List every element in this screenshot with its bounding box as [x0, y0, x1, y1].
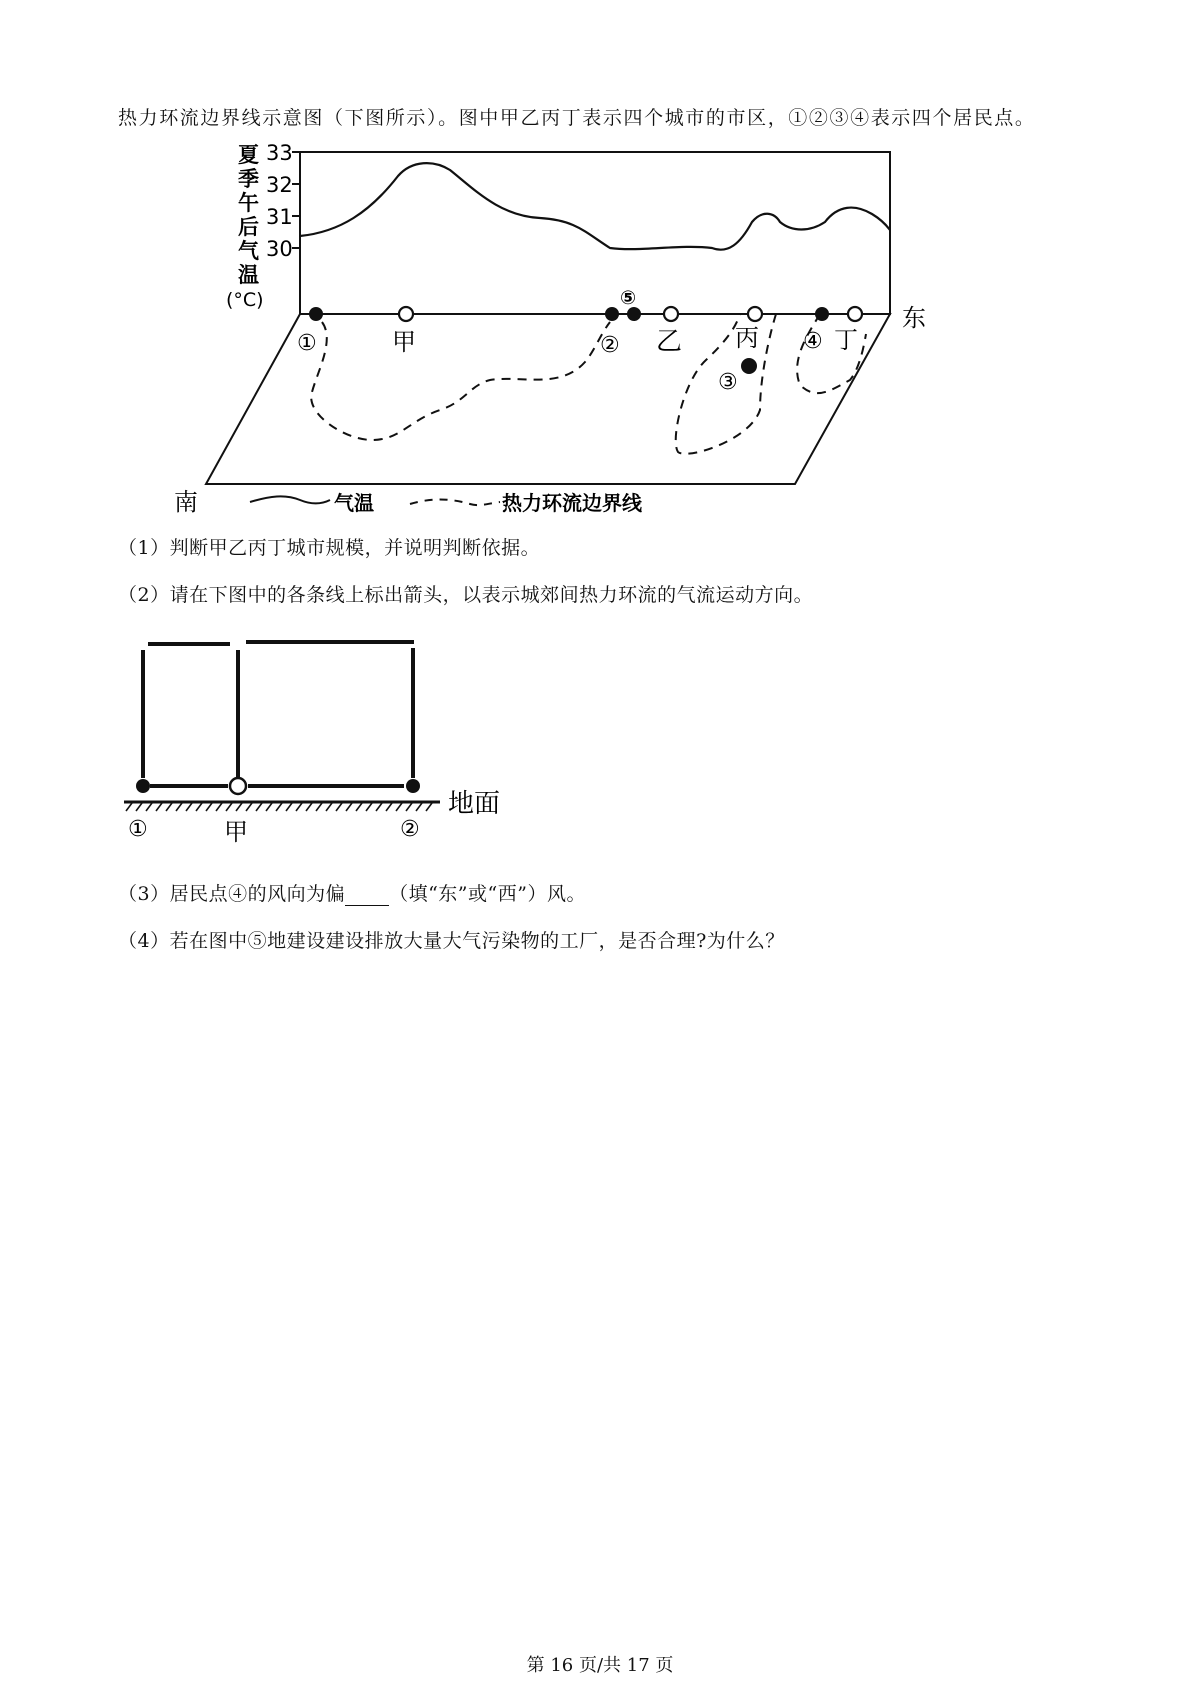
question-3-suffix: （填“东”或“西”）风。 — [389, 883, 586, 905]
label-settlement-1: ① — [297, 331, 317, 356]
label-city-jia: 甲 — [392, 328, 416, 356]
legend-boundary-line — [410, 500, 500, 506]
question-3-prefix: （3）居民点④的风向为偏 — [118, 883, 346, 905]
label-settlement-4: ④ — [803, 329, 823, 354]
legend-temperature-line — [250, 496, 330, 503]
y-label-char-3: 午 — [238, 191, 259, 215]
label-point-1: ① — [128, 817, 148, 842]
y-label-char-4: 后 — [238, 215, 259, 239]
label-south: 南 — [174, 488, 198, 516]
question-1: （1）判断甲乙丙丁城市规模，并说明判断依据。 — [118, 537, 541, 559]
settlement-2-dot — [605, 307, 619, 321]
y-axis-unit: (°C) — [226, 289, 264, 311]
legend-temperature-label: 气温 — [334, 491, 374, 515]
question-3 — [118, 879, 586, 906]
y-tick-30: 30 — [266, 237, 293, 261]
figure-thermal-circulation — [0, 0, 1200, 540]
settlement-1-dot — [309, 307, 323, 321]
label-city-bing: 丙 — [735, 324, 759, 352]
label-settlement-2: ② — [600, 333, 620, 358]
y-label-char-5: 气 — [238, 239, 259, 263]
circulation-lines — [143, 642, 414, 786]
legend-boundary-label: 热力环流边界线 — [502, 491, 642, 515]
answer-blank[interactable] — [345, 883, 389, 906]
y-label-char-6: 温 — [238, 263, 259, 287]
y-label-char-1: 夏 — [238, 143, 259, 167]
question-2: （2）请在下图中的各条线上标出箭头，以表示城郊间热力环流的气流运动方向。 — [118, 584, 814, 606]
point-2-dot — [406, 779, 420, 793]
y-label-char-2: 季 — [238, 167, 259, 191]
figure-circulation-frame — [0, 620, 560, 860]
label-city-ding: 丁 — [834, 326, 858, 354]
label-city-jia: 甲 — [224, 818, 248, 846]
city-ding-dot — [848, 307, 862, 321]
settlement-4-dot — [815, 307, 829, 321]
settlement-3-dot — [741, 358, 757, 374]
settlement-5-dot — [627, 307, 641, 321]
page-footer: 第 16 页/共 17 页 — [526, 1655, 674, 1676]
label-settlement-3: ③ — [718, 370, 738, 395]
question-4: （4）若在图中⑤地建设建设排放大量大气污染物的工厂，是否合理?为什么？ — [118, 930, 785, 952]
label-city-yi: 乙 — [656, 327, 683, 357]
label-ground: 地面 — [448, 789, 501, 819]
label-east: 东 — [902, 304, 926, 332]
point-1-dot — [136, 779, 150, 793]
label-point-2: ② — [400, 817, 420, 842]
y-tick-33: 33 — [266, 141, 293, 165]
city-bing-dot — [748, 307, 762, 321]
temperature-curve — [300, 163, 890, 250]
ground-hatching — [126, 803, 432, 811]
intro-text: 热力环流边界线示意图（下图所示）。图中甲乙丙丁表示四个城市的市区，①②③④表示四个居民点。 — [118, 107, 1036, 129]
city-jia-dot — [230, 778, 246, 794]
city-jia-dot — [399, 307, 413, 321]
label-settlement-5: ⑤ — [620, 287, 637, 309]
y-tick-32: 32 — [266, 173, 293, 197]
city-yi-dot — [664, 307, 678, 321]
y-axis-ticks — [292, 152, 300, 248]
y-tick-31: 31 — [266, 205, 293, 229]
temperature-chart-frame — [300, 152, 890, 314]
